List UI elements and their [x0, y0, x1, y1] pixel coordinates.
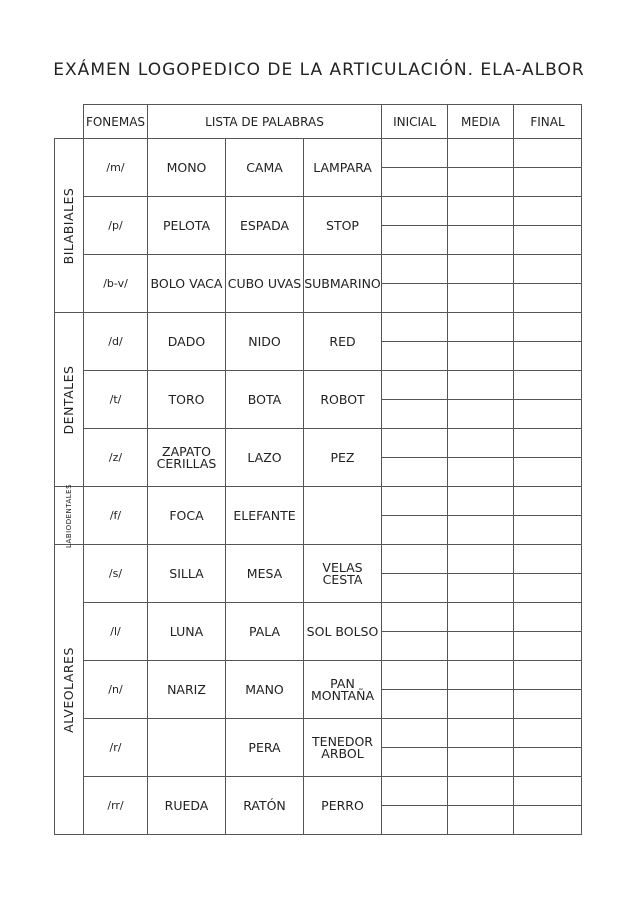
word-cell: LUNA: [148, 603, 226, 661]
word-cell: FOCA: [148, 487, 226, 545]
table-row: [55, 313, 582, 342]
response-cell-inicial[interactable]: [382, 197, 448, 226]
response-cell-final[interactable]: [514, 400, 582, 429]
fonema-cell: /m/: [84, 139, 148, 197]
response-cell-media[interactable]: [448, 545, 514, 574]
fonema-cell: /r/: [84, 719, 148, 777]
word-cell: NIDO: [226, 313, 304, 371]
fonema-cell: /rr/: [84, 777, 148, 835]
word-cell: MESA: [226, 545, 304, 603]
response-cell-media[interactable]: [448, 806, 514, 835]
word-cell: SILLA: [148, 545, 226, 603]
fonema-cell: /p/: [84, 197, 148, 255]
response-cell-media[interactable]: [448, 197, 514, 226]
response-cell-media[interactable]: [448, 458, 514, 487]
response-cell-inicial[interactable]: [382, 545, 448, 574]
table-row: [55, 777, 582, 806]
fonema-cell: /d/: [84, 313, 148, 371]
table-row: [55, 603, 582, 632]
response-cell-inicial[interactable]: [382, 516, 448, 545]
table-row: [55, 371, 582, 400]
response-cell-inicial[interactable]: [382, 255, 448, 284]
response-cell-final[interactable]: [514, 487, 582, 516]
response-cell-final[interactable]: [514, 139, 582, 168]
word-cell: VELAS CESTA: [304, 545, 382, 603]
header-fonemas: FONEMAS: [84, 105, 148, 139]
response-cell-inicial[interactable]: [382, 400, 448, 429]
response-cell-final[interactable]: [514, 516, 582, 545]
response-cell-inicial[interactable]: [382, 487, 448, 516]
table-row: [55, 429, 582, 458]
word-cell: PERA: [226, 719, 304, 777]
word-cell: LAZO: [226, 429, 304, 487]
response-cell-inicial[interactable]: [382, 748, 448, 777]
response-cell-media[interactable]: [448, 690, 514, 719]
fonema-cell: /s/: [84, 545, 148, 603]
word-cell: NARIZ: [148, 661, 226, 719]
response-cell-inicial[interactable]: [382, 719, 448, 748]
response-cell-final[interactable]: [514, 342, 582, 371]
response-cell-final[interactable]: [514, 429, 582, 458]
response-cell-inicial[interactable]: [382, 313, 448, 342]
header-row: [55, 105, 582, 139]
response-cell-inicial[interactable]: [382, 458, 448, 487]
response-cell-media[interactable]: [448, 313, 514, 342]
word-cell: ROBOT: [304, 371, 382, 429]
word-cell: [148, 719, 226, 777]
response-cell-inicial[interactable]: [382, 284, 448, 313]
response-cell-media[interactable]: [448, 400, 514, 429]
header-inicial: INICIAL: [382, 105, 448, 139]
word-cell: ZAPATO CERILLAS: [148, 429, 226, 487]
word-cell: SUBMARINO: [304, 255, 382, 313]
word-cell: CAMA: [226, 139, 304, 197]
word-cell: MONO: [148, 139, 226, 197]
response-cell-final[interactable]: [514, 226, 582, 255]
response-cell-inicial[interactable]: [382, 139, 448, 168]
response-cell-final[interactable]: [514, 458, 582, 487]
response-cell-media[interactable]: [448, 661, 514, 690]
header-lista: LISTA DE PALABRAS: [148, 105, 382, 139]
word-cell: RUEDA: [148, 777, 226, 835]
response-cell-media[interactable]: [448, 487, 514, 516]
response-cell-media[interactable]: [448, 777, 514, 806]
response-cell-inicial[interactable]: [382, 371, 448, 400]
response-cell-final[interactable]: [514, 255, 582, 284]
response-cell-final[interactable]: [514, 545, 582, 574]
word-cell: SOL BOLSO: [304, 603, 382, 661]
response-cell-media[interactable]: [448, 574, 514, 603]
response-cell-final[interactable]: [514, 690, 582, 719]
fonema-cell: /t/: [84, 371, 148, 429]
word-cell: ESPADA: [226, 197, 304, 255]
word-cell: PEZ: [304, 429, 382, 487]
page-title: EXÁMEN LOGOPEDICO DE LA ARTICULACIÓN. ELA-ALBOR: [53, 60, 585, 80]
response-cell-final[interactable]: [514, 313, 582, 342]
fonema-cell: /z/: [84, 429, 148, 487]
fonema-cell: /f/: [84, 487, 148, 545]
response-cell-media[interactable]: [448, 342, 514, 371]
group-label: LABIODENTALES: [65, 483, 73, 548]
table-row: [55, 719, 582, 748]
word-cell: RED: [304, 313, 382, 371]
word-cell: LAMPARA: [304, 139, 382, 197]
response-cell-inicial[interactable]: [382, 806, 448, 835]
group-labiodentales: [55, 483, 84, 548]
response-cell-inicial[interactable]: [382, 603, 448, 632]
response-cell-media[interactable]: [448, 255, 514, 284]
table-row: [55, 661, 582, 690]
response-cell-final[interactable]: [514, 806, 582, 835]
word-cell: PELOTA: [148, 197, 226, 255]
response-cell-final[interactable]: [514, 197, 582, 226]
header-final: FINAL: [514, 105, 582, 139]
word-cell: PERRO: [304, 777, 382, 835]
response-cell-final[interactable]: [514, 632, 582, 661]
response-cell-inicial[interactable]: [382, 226, 448, 255]
word-cell: RATÓN: [226, 777, 304, 835]
header-media: MEDIA: [448, 105, 514, 139]
response-cell-media[interactable]: [448, 632, 514, 661]
word-cell: ELEFANTE: [226, 487, 304, 545]
response-cell-final[interactable]: [514, 168, 582, 197]
header-blank: [55, 105, 84, 139]
response-cell-final[interactable]: [514, 777, 582, 806]
response-cell-inicial[interactable]: [382, 632, 448, 661]
word-cell: DADO: [148, 313, 226, 371]
response-cell-inicial[interactable]: [382, 777, 448, 806]
response-cell-final[interactable]: [514, 748, 582, 777]
response-cell-final[interactable]: [514, 719, 582, 748]
word-cell: CUBO UVAS: [226, 255, 304, 313]
word-cell: BOTA: [226, 371, 304, 429]
group-dentales: [55, 313, 84, 487]
table-row: [55, 487, 582, 516]
response-cell-media[interactable]: [448, 719, 514, 748]
response-cell-media[interactable]: [448, 603, 514, 632]
table-row: [55, 255, 582, 284]
group-label: DENTALES: [61, 365, 76, 434]
response-cell-final[interactable]: [514, 574, 582, 603]
word-cell: STOP: [304, 197, 382, 255]
response-cell-inicial[interactable]: [382, 342, 448, 371]
response-cell-media[interactable]: [448, 429, 514, 458]
group-label: BILABIALES: [61, 187, 76, 264]
word-cell: TENEDOR ARBOL: [304, 719, 382, 777]
response-cell-final[interactable]: [514, 284, 582, 313]
response-cell-media[interactable]: [448, 139, 514, 168]
response-cell-media[interactable]: [448, 168, 514, 197]
group-alveolares: [55, 545, 84, 835]
fonema-cell: /l/: [84, 603, 148, 661]
response-cell-inicial[interactable]: [382, 168, 448, 197]
fonema-cell: /b-v/: [84, 255, 148, 313]
table-row: [55, 139, 582, 168]
word-cell: PALA: [226, 603, 304, 661]
group-bilabiales: [55, 139, 84, 313]
table-row: [55, 545, 582, 574]
group-label: ALVEOLARES: [61, 646, 76, 733]
articulation-table: [54, 104, 582, 835]
response-cell-inicial[interactable]: [382, 429, 448, 458]
response-cell-media[interactable]: [448, 516, 514, 545]
table-row: [55, 197, 582, 226]
response-cell-media[interactable]: [448, 748, 514, 777]
word-cell: [304, 487, 382, 545]
response-cell-final[interactable]: [514, 661, 582, 690]
response-cell-inicial[interactable]: [382, 661, 448, 690]
response-cell-inicial[interactable]: [382, 690, 448, 719]
response-cell-inicial[interactable]: [382, 574, 448, 603]
response-cell-media[interactable]: [448, 226, 514, 255]
response-cell-final[interactable]: [514, 371, 582, 400]
fonema-cell: /n/: [84, 661, 148, 719]
response-cell-media[interactable]: [448, 371, 514, 400]
word-cell: MANO: [226, 661, 304, 719]
word-cell: PAN MONTAÑA: [304, 661, 382, 719]
word-cell: TORO: [148, 371, 226, 429]
word-cell: BOLO VACA: [148, 255, 226, 313]
response-cell-media[interactable]: [448, 284, 514, 313]
response-cell-final[interactable]: [514, 603, 582, 632]
